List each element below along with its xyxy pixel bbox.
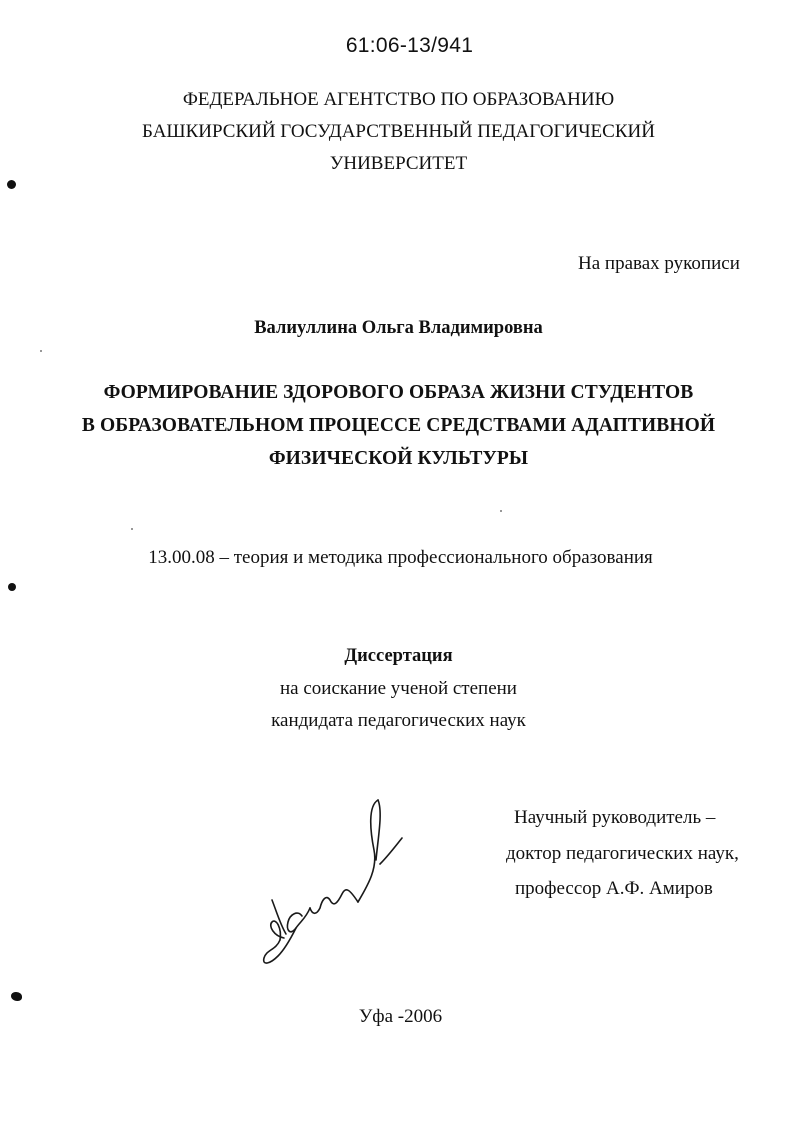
document-type: Диссертация: [344, 646, 453, 666]
supervisor-name: профессор А.Ф. Амиров: [515, 878, 713, 899]
manuscript-note: На правах рукописи: [578, 253, 740, 274]
scan-punch-mark-bottom: [11, 992, 22, 1001]
scan-speck: [500, 510, 502, 512]
scan-speck: [131, 528, 133, 530]
degree-line2: кандидата педагогических наук: [271, 710, 526, 731]
dissertation-title-line3: ФИЗИЧЕСКОЙ КУЛЬТУРЫ: [268, 448, 529, 469]
scan-punch-mark-top: [7, 180, 16, 189]
university-name-line2: УНИВЕРСИТЕТ: [329, 153, 468, 174]
author-name: Валиуллина Ольга Владимировна: [254, 318, 543, 338]
degree-line1: на соискание ученой степени: [280, 678, 517, 699]
specialty-code: 13.00.08 – теория и методика профессионального образования: [148, 547, 653, 568]
agency-name: ФЕДЕРАЛЬНОЕ АГЕНТСТВО ПО ОБРАЗОВАНИЮ: [182, 89, 615, 110]
handwritten-signature: [250, 790, 420, 990]
library-code: 61:06-13/941: [345, 34, 474, 57]
scan-punch-mark-middle: [8, 583, 16, 591]
dissertation-title-line2: В ОБРАЗОВАТЕЛЬНОМ ПРОЦЕССЕ СРЕДСТВАМИ АДАПТИВНОЙ: [81, 415, 716, 436]
city-year: Уфа -2006: [358, 1006, 443, 1027]
university-name-line1: БАШКИРСКИЙ ГОСУДАРСТВЕННЫЙ ПЕДАГОГИЧЕСКИЙ: [142, 121, 655, 142]
supervisor-title: Научный руководитель –: [514, 807, 716, 828]
scan-speck: [40, 350, 42, 352]
supervisor-degree: доктор педагогических наук,: [506, 843, 739, 864]
dissertation-title-line1: ФОРМИРОВАНИЕ ЗДОРОВОГО ОБРАЗА ЖИЗНИ СТУДЕНТОВ: [103, 382, 694, 403]
